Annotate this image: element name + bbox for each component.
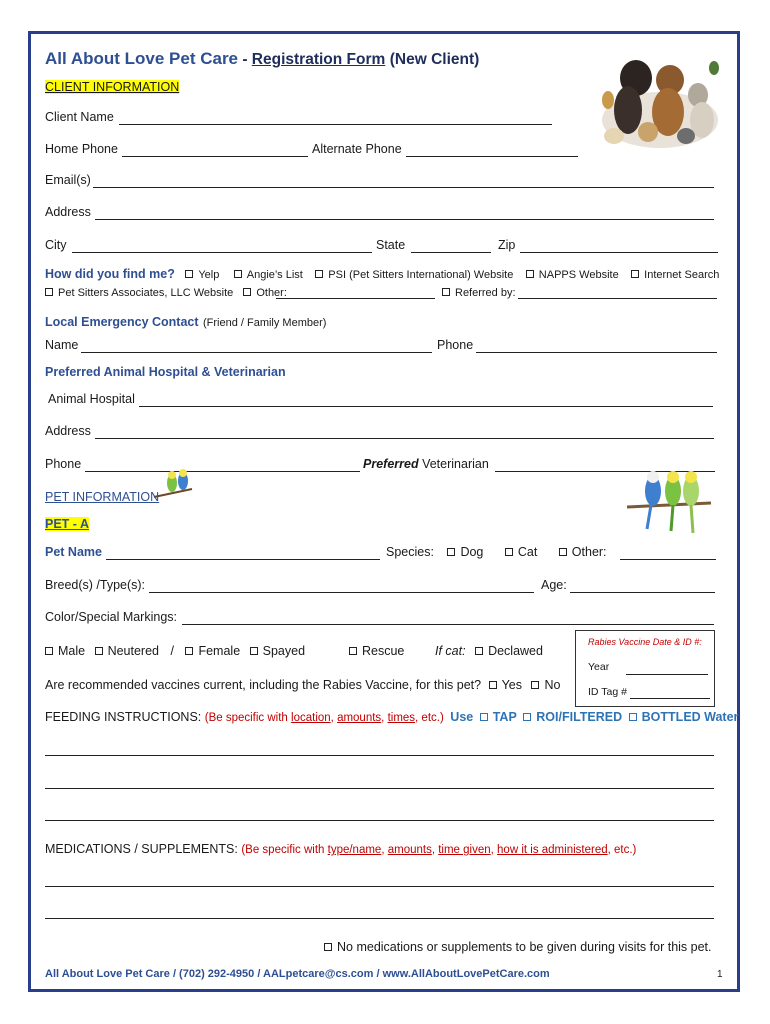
email-field[interactable] — [93, 187, 714, 188]
gender-row — [45, 644, 305, 658]
checkbox-icon[interactable] — [349, 647, 357, 655]
vaccine-no[interactable]: No — [531, 678, 560, 692]
feeding-line-2[interactable] — [45, 788, 714, 789]
option-internet-search[interactable]: Internet Search — [631, 269, 719, 281]
parakeets-large-illustration — [625, 467, 713, 537]
species-other[interactable]: Other: — [559, 545, 607, 559]
medications-hint: (Be specific with type/name, amounts, time given, how it is administered, etc.) — [241, 844, 637, 856]
zip-label: Zip — [498, 238, 516, 252]
checkbox-icon[interactable] — [45, 288, 53, 296]
option-napps-website[interactable]: NAPPS Website — [526, 269, 619, 281]
checkbox-icon[interactable] — [185, 647, 193, 655]
home-phone-label: Home Phone — [45, 142, 118, 156]
medications-label: MEDICATIONS / SUPPLEMENTS: — [45, 842, 238, 856]
client-info-heading: CLIENT INFORMATION — [45, 80, 180, 94]
preferred-label: Preferred — [363, 457, 419, 471]
animal-hospital-label: Animal Hospital — [48, 392, 135, 406]
medications-row — [45, 842, 636, 856]
if-cat-label: If cat: — [435, 644, 466, 658]
rabies-id-tag-field[interactable] — [630, 698, 710, 699]
breed-field[interactable] — [149, 592, 534, 593]
hospital-heading: Preferred Animal Hospital & Veterinarian — [45, 365, 286, 379]
emergency-name-label: Name — [45, 338, 79, 352]
city-label: City — [45, 238, 67, 252]
company-name: All About Love Pet Care — [45, 49, 239, 68]
client-name-label: Client Name — [45, 110, 114, 124]
option-angies-list[interactable]: Angie’s List — [234, 269, 303, 281]
email-label: Email(s) — [45, 173, 91, 187]
gender-spayed[interactable]: Spayed — [250, 644, 305, 658]
page-number: 1 — [717, 969, 723, 980]
emergency-name-field[interactable] — [81, 352, 432, 353]
medications-line-1[interactable] — [45, 886, 714, 887]
emergency-heading-row — [45, 313, 326, 331]
checkbox-icon[interactable] — [442, 288, 450, 296]
emergency-phone-field[interactable] — [476, 352, 717, 353]
feeding-line-3[interactable] — [45, 820, 714, 821]
option-yelp[interactable]: Yelp — [185, 269, 219, 281]
vaccine-row — [45, 678, 560, 692]
checkbox-icon[interactable] — [523, 713, 531, 721]
feeding-row — [45, 710, 738, 724]
pet-name-label: Pet Name — [45, 545, 102, 559]
referred-by-field[interactable] — [518, 298, 717, 299]
checkbox-icon[interactable] — [315, 270, 323, 278]
checkbox-icon[interactable] — [631, 270, 639, 278]
checkbox-icon[interactable] — [95, 647, 103, 655]
gender-slash: / — [170, 644, 174, 658]
client-name-field[interactable] — [119, 124, 552, 125]
animal-hospital-field[interactable] — [139, 406, 713, 407]
referral-row-1 — [45, 265, 719, 283]
rabies-year-label: Year — [588, 661, 610, 673]
emergency-phone-label: Phone — [437, 338, 474, 352]
age-label: Age: — [541, 578, 567, 592]
city-field[interactable] — [72, 252, 372, 253]
breed-label: Breed(s) /Type(s): — [45, 578, 146, 592]
footer-contact: All About Love Pet Care / (702) 292-4950 / AALpetcare@cs.com / www.AllAboutLovePetCare.com — [45, 968, 550, 980]
veterinarian-label: Veterinarian — [422, 457, 489, 471]
rabies-year-field[interactable] — [626, 674, 708, 675]
option-other[interactable]: Other: — [243, 287, 287, 299]
no-medications-option[interactable]: No medications or supplements to be given during visits for this pet. — [324, 940, 712, 954]
checkbox-icon[interactable] — [45, 647, 53, 655]
water-bottled[interactable]: BOTTLED Water — [629, 710, 739, 724]
form-subtitle: (New Client) — [389, 51, 480, 68]
referral-question: How did you find me? — [45, 267, 175, 281]
species-dog[interactable]: Dog — [447, 545, 483, 559]
emergency-heading: Local Emergency Contact — [45, 315, 199, 329]
state-label: State — [376, 238, 406, 252]
hospital-address-label: Address — [45, 424, 91, 438]
hospital-address-field[interactable] — [95, 438, 714, 439]
hospital-phone-field[interactable] — [85, 471, 360, 472]
species-label: Species: — [386, 545, 434, 559]
rabies-vaccine-box — [575, 630, 715, 707]
checkbox-icon[interactable] — [531, 681, 539, 689]
address-field[interactable] — [95, 219, 714, 220]
checkbox-icon[interactable] — [480, 713, 488, 721]
feeding-hint: (Be specific with location, amounts, times, etc.) — [204, 712, 444, 724]
pet-a-label: PET - A — [45, 517, 89, 531]
medications-line-2[interactable] — [45, 918, 714, 919]
if-cat-row — [435, 644, 543, 658]
checkbox-icon[interactable] — [250, 647, 258, 655]
checkbox-icon[interactable] — [185, 270, 193, 278]
form-title: Registration Form — [251, 51, 386, 68]
declawed-option[interactable]: Declawed — [475, 644, 543, 658]
species-other-field[interactable] — [620, 559, 716, 560]
water-tap[interactable]: TAP — [480, 710, 517, 724]
rabies-title: Rabies Vaccine Date & ID #: — [588, 637, 702, 647]
option-referred-by[interactable]: Referred by: — [442, 287, 516, 299]
alternate-phone-field[interactable] — [406, 156, 578, 157]
state-field[interactable] — [411, 252, 491, 253]
color-markings-label: Color/Special Markings: — [45, 610, 177, 624]
vaccine-yes[interactable]: Yes — [489, 678, 522, 692]
species-cat[interactable]: Cat — [505, 545, 537, 559]
vaccine-question: Are recommended vaccines current, including the Rabies Vaccine, for this pet? — [45, 678, 482, 692]
checkbox-icon[interactable] — [559, 548, 567, 556]
feeding-line-1[interactable] — [45, 755, 714, 756]
checkbox-icon[interactable] — [475, 647, 483, 655]
checkbox-icon[interactable] — [526, 270, 534, 278]
rabies-id-tag-label: ID Tag # — [588, 686, 627, 698]
gender-male[interactable]: Male — [45, 644, 85, 658]
header-dash: - — [238, 51, 252, 68]
hospital-phone-label: Phone — [45, 457, 82, 471]
zip-field[interactable] — [520, 252, 718, 253]
address-label: Address — [45, 205, 91, 219]
age-field[interactable] — [570, 592, 715, 593]
checkbox-icon[interactable] — [243, 288, 251, 296]
water-roi-filtered[interactable]: ROI/FILTERED — [523, 710, 622, 724]
pets-group-illustration — [598, 50, 728, 150]
referral-row-2 — [45, 287, 287, 299]
rescue-option[interactable]: Rescue — [349, 644, 404, 658]
feeding-label: FEEDING INSTRUCTIONS: — [45, 710, 202, 724]
water-use-label: Use — [450, 710, 474, 724]
vet-label-row — [363, 457, 489, 471]
checkbox-icon[interactable] — [505, 548, 513, 556]
pet-info-heading: PET INFORMATION — [45, 490, 160, 504]
checkbox-icon[interactable] — [324, 943, 332, 951]
gender-female[interactable]: Female — [185, 644, 240, 658]
gender-neutered[interactable]: Neutered — [95, 644, 159, 658]
checkbox-icon[interactable] — [629, 713, 637, 721]
checkbox-icon[interactable] — [234, 270, 242, 278]
home-phone-field[interactable] — [122, 156, 308, 157]
form-header — [45, 49, 479, 69]
pet-name-field[interactable] — [106, 559, 380, 560]
option-psi-website[interactable]: PSI (Pet Sitters International) Website — [315, 269, 513, 281]
alternate-phone-label: Alternate Phone — [312, 142, 402, 156]
species-row — [386, 545, 607, 559]
emergency-note: (Friend / Family Member) — [202, 317, 327, 329]
option-psa-website[interactable]: Pet Sitters Associates, LLC Website — [45, 287, 233, 299]
referral-other-field[interactable] — [276, 298, 435, 299]
checkbox-icon[interactable] — [447, 548, 455, 556]
checkbox-icon[interactable] — [489, 681, 497, 689]
color-markings-field[interactable] — [182, 624, 714, 625]
